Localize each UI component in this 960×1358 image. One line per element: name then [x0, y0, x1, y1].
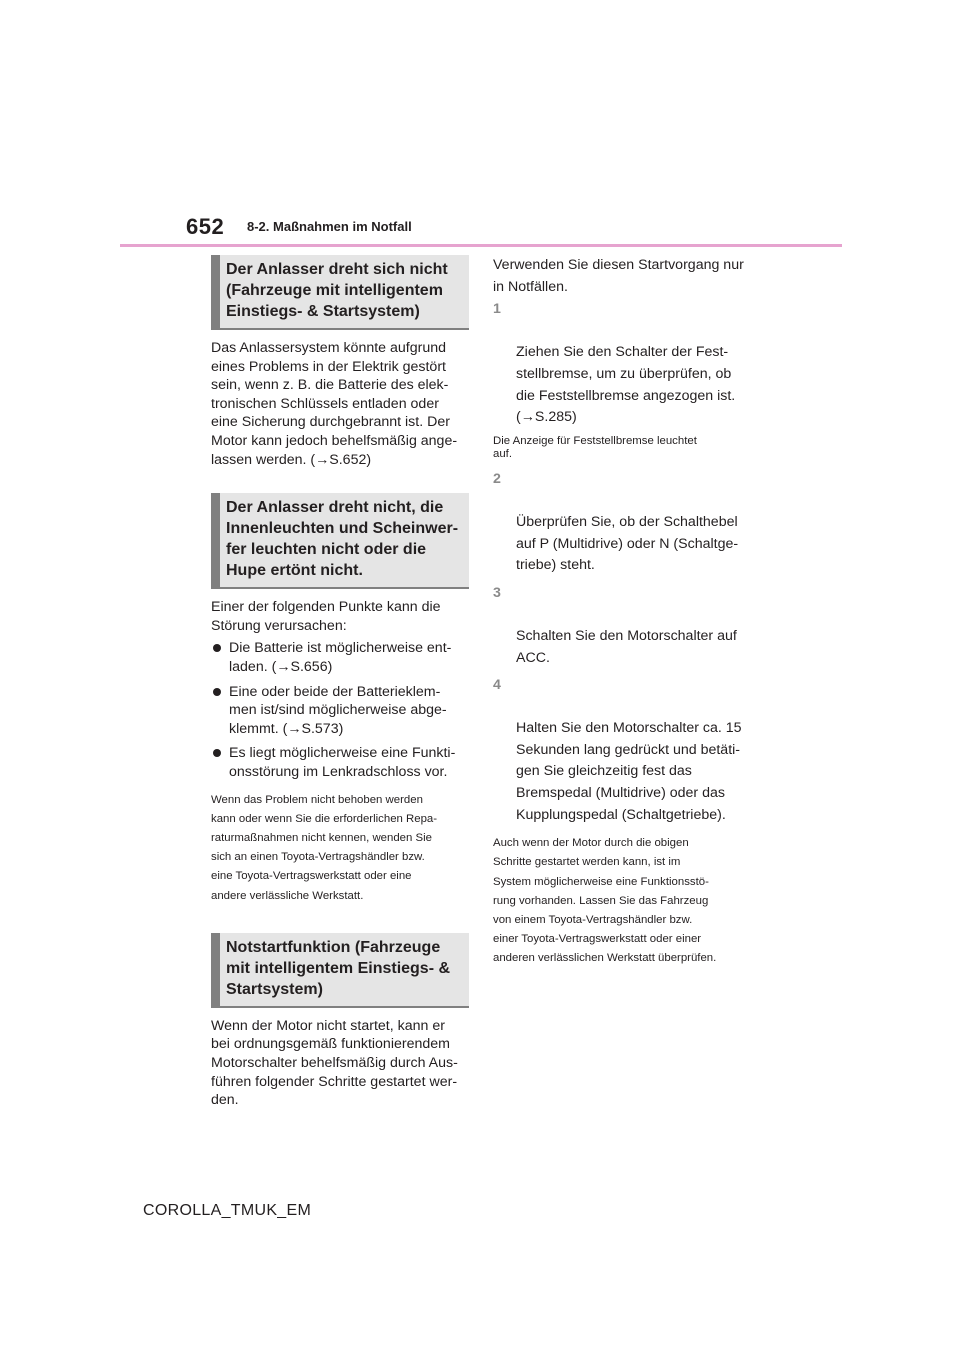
step-number: 1: [493, 301, 501, 318]
header-rule: [120, 244, 842, 247]
step-text: Schalten Sie den Motorschalter auf ACC.: [516, 627, 737, 666]
list-item: [211, 683, 469, 739]
list-item-text: Es liegt möglicherweise eine Funkti- onsstörung im Lenkradschloss vor.: [229, 745, 456, 780]
bullet-icon: [213, 644, 221, 652]
right-column: [493, 255, 755, 969]
cause-list: [211, 639, 469, 781]
section-note: Wenn das Problem nicht behoben werden kann oder wenn Sie die erforderlichen Repa- raturmaßnahmen nicht kennen, wenden Sie sich an einen Toyota-Vertragshändler bzw. eine Toyota-Vertragswerkstatt oder eine andere verlässliche Werkstatt.: [211, 793, 438, 902]
step-number: 3: [493, 584, 501, 601]
step-number: 4: [493, 677, 501, 694]
procedure-note: Auch wenn der Motor durch die obigen Schritte gestartet werden kann, ist im System möglicherweise eine Funktionsstö- rung vorhanden. Lassen Sie das Fahrzeug von einem Toyota-Vertragshändler bzw. einer Toyota-Vertragswerkstatt oder einer anderen verlässlichen Werkstatt überprüfen.: [493, 837, 717, 965]
step-item: [493, 583, 755, 669]
step-list: [493, 469, 755, 827]
step-note: Die Anzeige für Feststellbremse leuchtet auf.: [493, 434, 697, 460]
list-item-text: Eine oder beide der Batterieklem- men ist/sind möglicherweise abge- klemmt. (→S.573): [229, 683, 447, 737]
step-list: [493, 299, 755, 429]
chapter-title: 8-2. Maßnahmen im Notfall: [247, 219, 412, 234]
section-heading-text: Der Anlasser dreht nicht, die Innenleuchten und Scheinwer- fer leuchten nicht oder die Hupe ertönt nicht.: [226, 499, 459, 580]
bullet-icon: [213, 688, 221, 696]
document-code: COROLLA_TMUK_EM: [143, 1202, 312, 1219]
section-heading-starter-not-cranking: [211, 255, 469, 330]
step-item: [493, 299, 755, 429]
list-item: [211, 639, 469, 676]
step-item: [493, 675, 755, 826]
bullet-icon: [213, 749, 221, 757]
step-number: 2: [493, 470, 501, 487]
step-text: Ziehen Sie den Schalter der Fest- stellbremse, um zu überprüfen, ob die Feststellbremse angezogen ist. (→S.285): [516, 344, 736, 426]
step-item: [493, 469, 755, 577]
section-heading-no-lights: [211, 493, 469, 589]
procedure-intro: Verwenden Sie diesen Startvorgang nur in Notfällen.: [493, 257, 744, 295]
list-item-text: Die Batterie ist möglicherweise ent- laden. (→S.656): [229, 640, 452, 675]
step-text: Halten Sie den Motorschalter ca. 15 Sekunden lang gedrückt und betäti- gen Sie gleichzeitig fest das Bremspedal (Multidrive) oder das Kupplungspedal (Schaltgetriebe).: [516, 720, 742, 823]
section-intro: Einer der folgenden Punkte kann die Störung verursachen:: [211, 599, 441, 634]
section-heading-text: Notstartfunktion (Fahrzeuge mit intelligentem Einstiegs- & Startsystem): [226, 938, 451, 998]
left-column: [211, 255, 469, 1110]
section-body: Das Anlassersystem könnte aufgrund eines Problems in der Elektrik gestört sein, wenn z. B. die Batterie des elek- tronischen Schlüssels entladen oder eine Sicherung durchgebrannt ist. Der Motor kann jedoch behelfsmäßig ange- lassen werden. (→S.652): [211, 340, 458, 468]
section-body: Wenn der Motor nicht startet, kann er bei ordnungsgemäß funktionierendem Motorschalter behelfsmäßig durch Aus- führen folgender Schritte gestartet wer- den.: [211, 1017, 458, 1109]
page-number: 652: [186, 214, 225, 239]
list-item: [211, 744, 469, 781]
step-text: Überprüfen Sie, ob der Schalthebel auf P (Multidrive) oder N (Schaltge- triebe) steht.: [516, 513, 739, 574]
section-heading-emergency-start: [211, 933, 469, 1008]
section-heading-text: Der Anlasser dreht sich nicht (Fahrzeuge mit intelligentem Einstiegs- & Startsystem): [226, 261, 448, 320]
